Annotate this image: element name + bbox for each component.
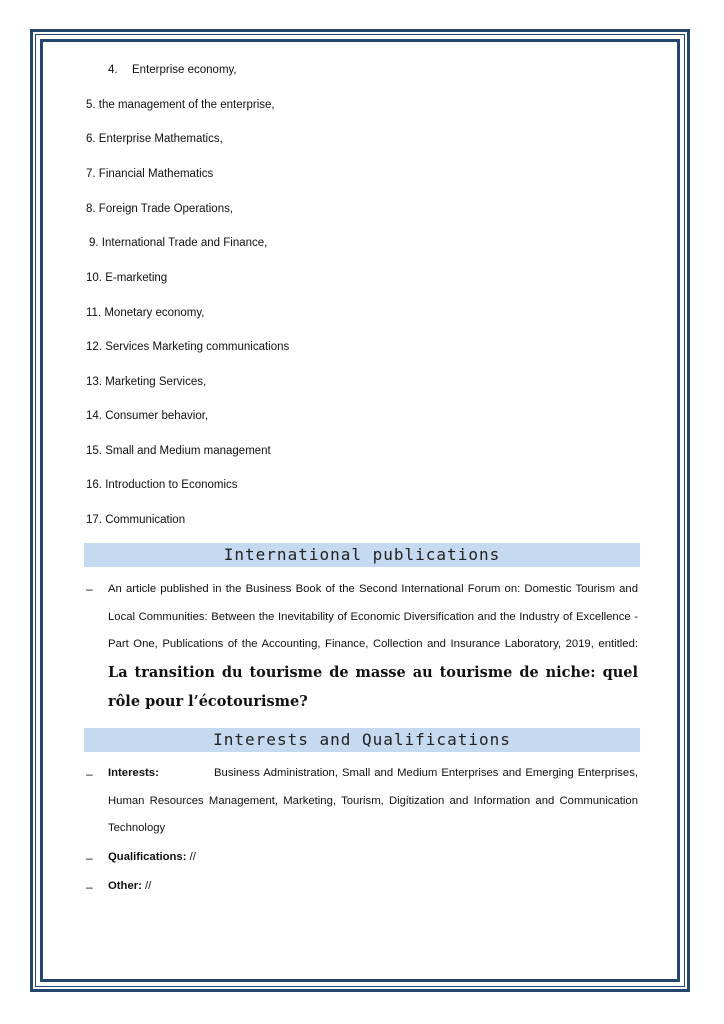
course-number: 11. xyxy=(86,307,102,319)
course-item xyxy=(86,513,185,527)
course-label: Enterprise Mathematics, xyxy=(98,133,223,145)
other-label: Other: xyxy=(108,880,142,892)
interests-entry xyxy=(108,760,638,843)
interests-value: Business Administration, Small and Medium Enterprises and Emerging Enterprises, Human Resources Management, Marketing, Tourism, Digitization and Information and Communication Technology xyxy=(108,767,638,834)
course-label: Introduction to Economics xyxy=(105,479,238,491)
course-number: 13. xyxy=(86,376,102,388)
publication-title: La transition du tourisme de masse au tourisme de niche: quel rôle pour l’écotourisme? xyxy=(108,663,638,710)
course-item xyxy=(86,132,223,146)
course-number: 9. xyxy=(89,237,99,249)
course-item xyxy=(86,167,213,181)
course-label: Services Marketing communications xyxy=(105,341,290,353)
course-item xyxy=(86,306,204,320)
course-item xyxy=(86,409,208,423)
section-heading-interests: Interests and Qualifications xyxy=(84,728,640,752)
course-item xyxy=(86,478,238,492)
publication-entry xyxy=(108,576,638,718)
course-item xyxy=(89,236,267,250)
course-label: International Trade and Finance, xyxy=(101,237,268,249)
course-item xyxy=(86,202,233,216)
course-number: 8. xyxy=(86,203,96,215)
interests-label: Interests: xyxy=(108,767,159,779)
qualifications-label: Qualifications: xyxy=(108,851,187,863)
section-heading-publications: International publications xyxy=(84,543,640,567)
bullet-dash: – xyxy=(86,851,93,865)
course-item xyxy=(108,63,237,77)
course-item xyxy=(86,375,206,389)
qualifications-entry xyxy=(108,851,638,863)
course-number: 4. xyxy=(108,64,118,76)
course-number: 12. xyxy=(86,341,102,353)
other-value: // xyxy=(145,880,152,892)
qualifications-value: // xyxy=(189,851,196,863)
course-label: Monetary economy, xyxy=(104,307,205,319)
course-label: Small and Medium management xyxy=(105,445,271,457)
course-label: Communication xyxy=(105,514,186,526)
course-number: 10. xyxy=(86,272,102,284)
bullet-dash: – xyxy=(86,880,93,894)
course-label: Enterprise economy, xyxy=(132,64,237,76)
course-item xyxy=(86,340,289,354)
bullet-dash: – xyxy=(86,767,93,781)
course-number: 16. xyxy=(86,479,102,491)
course-number: 5. xyxy=(86,99,96,111)
course-label: Financial Mathematics xyxy=(98,168,214,180)
course-item xyxy=(86,444,271,458)
course-number: 7. xyxy=(86,168,96,180)
course-number: 15. xyxy=(86,445,102,457)
publication-description: An article published in the Business Book of the Second International Forum on: Domestic Tourism and Local Communities: Between the Inevitability of Economic Diversification and the Industry of Excellence - Part One, Publications of the Accounting, Finance, Collection and Insurance Laboratory, 2019, entitled: xyxy=(108,583,638,650)
course-label: Consumer behavior, xyxy=(105,410,209,422)
course-item xyxy=(86,98,275,112)
course-number: 17. xyxy=(86,514,102,526)
other-entry xyxy=(108,880,638,892)
course-label: Marketing Services, xyxy=(105,376,207,388)
course-label: Foreign Trade Operations, xyxy=(98,203,234,215)
course-item xyxy=(86,271,167,285)
course-label: E-marketing xyxy=(105,272,168,284)
bullet-dash: – xyxy=(86,582,93,596)
course-number: 14. xyxy=(86,410,102,422)
course-number: 6. xyxy=(86,133,96,145)
course-label: the management of the enterprise, xyxy=(98,99,275,111)
